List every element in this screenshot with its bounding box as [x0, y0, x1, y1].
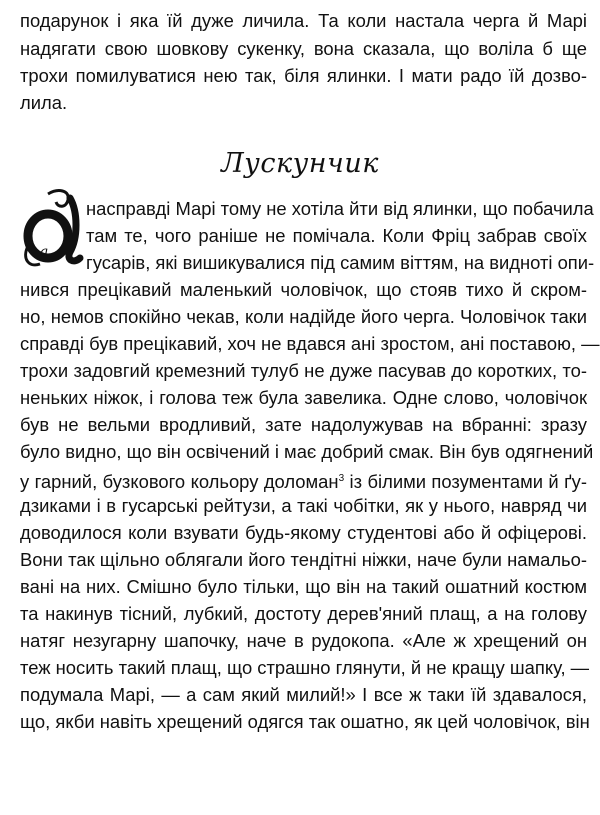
text-line: Вони так щільно облягали його тендітні ніжки, наче були намальо-: [20, 549, 587, 570]
text-line: справді був прецікавий, хоч не вдався ані зростом, ані поставою, —: [20, 333, 600, 354]
text-line: гусарів, які вишикувалися під самим віттям, на видноті опи-: [86, 252, 595, 273]
footnote-ref[interactable]: 3: [338, 473, 345, 484]
text-line: теж носить такий плащ, що страшно глянути, й не кращу шапку, —: [20, 657, 590, 678]
text-fragment: у гарний, бузкового кольору доломан: [20, 471, 339, 492]
text-fragment: із білими позументами й ґу-: [344, 471, 587, 492]
text-line: насправді Марі тому не хотіла йти від ялинки, що побачила: [86, 198, 594, 219]
text-line: вані на них. Смішно було тільки, що він на такий ошатний костюм: [20, 576, 587, 597]
text-line: надягати свою шовкову сукенку, вона сказала, що воліла б ще: [20, 38, 587, 59]
text-line: неньких ніжок, і голова теж була завелика. Одне слово, чоловічок: [20, 387, 587, 408]
text-line: подумала Марі, — а сам який милий!» І все ж таки їй здавалося,: [20, 684, 587, 705]
text-line: нився прецікавий маленький чоловічок, що стояв тихо й скром-: [20, 279, 587, 300]
text-line: дзиками і в гусарські рейтузи, а такі чобітки, як у нього, навряд чи: [20, 495, 587, 516]
chapter-title: Лускунчик: [221, 148, 379, 179]
text-line: було видно, що він освічений і має добрий смак. Він був одягнений: [20, 441, 594, 462]
text-line: доводилося коли взувати будь-якому студентові або й офіцерові.: [20, 522, 587, 543]
text-line: та накинув тісний, лубкий, достоту дерев'яний плащ, а на голову: [20, 603, 587, 624]
text-line: трохи помилуватися нею так, біля ялинки. І мати радо їй дозво-: [20, 65, 587, 86]
text-line: натяг незугарну шапочку, наче в рудокопа. «Але ж хрещений он: [20, 630, 587, 651]
text-line: подарунок і яка їй дуже личила. Та коли настала черга й Марі: [20, 10, 587, 31]
text-line: що, якби навіть хрещений одягся так ошатно, як цей чоловічок, він: [20, 711, 590, 732]
text-line: лила.: [20, 92, 68, 113]
text-line: там те, чого раніше не помічала. Коли Фріц забрав своїх: [86, 225, 587, 246]
drop-cap-letter: а: [40, 244, 49, 260]
text-line: трохи задовгий кремезний тулуб не дуже пасував до коротких, то-: [20, 360, 587, 381]
text-line: був не вельми вродливий, зате надолужував на вбранні: зразу: [20, 414, 587, 435]
text-line: но, немов спокійно чекав, коли надійде його черга. Чоловічок таки: [20, 306, 587, 327]
